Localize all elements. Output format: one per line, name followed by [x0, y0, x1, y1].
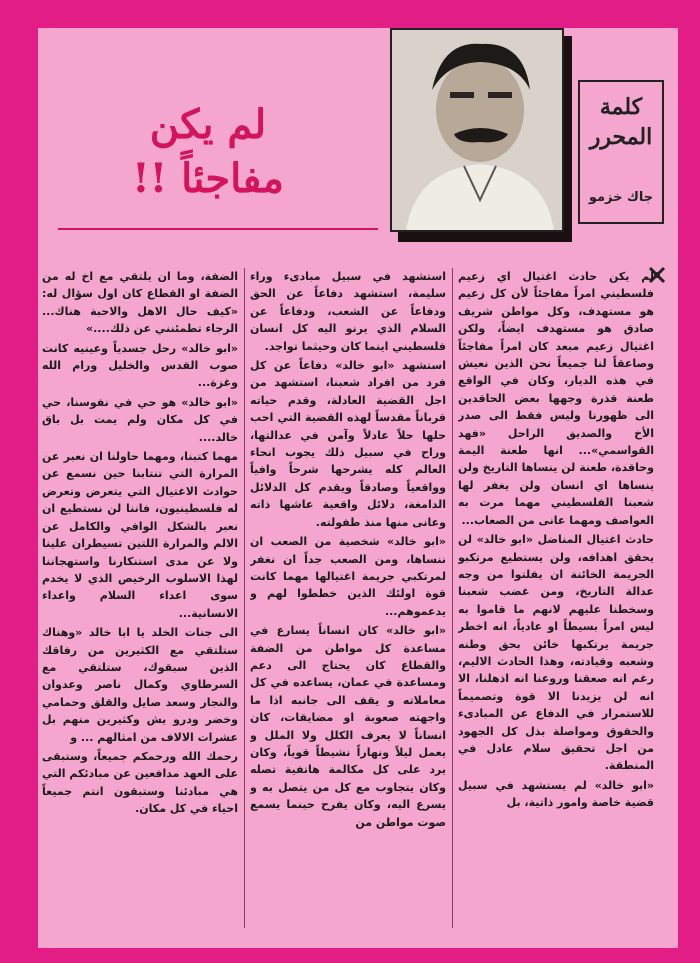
- author-portrait-photo: [390, 28, 564, 232]
- paragraph: «ابو خالد» هو حي في نفوسنا، حي في كل مكان ولم يمت بل باق خالد....: [42, 395, 238, 444]
- paragraph: «ابو خالد» كان انساناً يسارع في مساعدة كل مواطن من الضفة والقطاع كان يحتاج الى دعم ومساعدة في عمان، يساعده في كل معاملاته و يقف الى جانبه اذا ما واجهته صعوبة او مضايقات، كان انساناً لا يعرف الكلل ولا الملل و يعمل ليلاً ونهاراً نشيطاً قوياً، وكان يرد على كل مكالمة هاتفية تصله وكان يتجاوب مع كل من يتصل به و يسرع اليه، وكان يفرح حينما يسمع صوت مواطن من: [250, 624, 446, 829]
- paragraph: رحمك الله ورحمكم جميعاً، وستبقى على العهد مدافعين عن مبادئكم التي هي مبادئنا وستبقون انتم جميعاً احياء في كل مكان.: [42, 749, 238, 816]
- section-title-line1: كلمة: [599, 94, 643, 120]
- paragraph: حادث اغتيال المناضل «ابو خالد» لن يحقق اهدافه، ولن يستطيع مرتكبو الجريمة الخائنة ان يفلتوا من وجه عدالة التاريخ، ومن غضب شعبنا وسخطنا عليهم لانهم ما قاموا به ليس امراً بسيطاً او عادياً، انه اخطر جريمة يرتكبها خائن بحق وطنه وشعبه وقيادته، وهذا الحادث الاليم، رغم انه صعقنا وروعنا انه اذهلنا، الا انه لن يزيدنا الا قوة وتصميماً للاستمرار في الدفاع عن المبادىء والحقوق ومواصلة بذل كل الجهود من اجل تحقيق سلام عادل في المنطقة.: [458, 533, 654, 773]
- article-headline: [58, 98, 358, 206]
- paragraph: لم يكن حادث اغتيال اي زعيم فلسطيني امراً مفاجئاً لأن كل زعيم هو مستهدف، وكل مواطن شريف صادق هو مستهدف ايضاً، ولكن اغتيال زعيم مبعد كان امراً مفاجئاً وصاعقاً لنا جميعاً نحن الذين نعيش في هذه الديار، وكان في الواقع طعنة قذرة وجهها بعض الحاقدين الى ظهورنا وليس فقط الى صدر الأخ والصديق الراحل «فهد القواسمي»... انها طعنة اليمة وحاقدة، طعنة لن ينساها التاريخ ولن ينساها اي انسان ولن يغفر لها شعبنا الفلسطيني مهما مرت به العواصف ومهما عانى من الصعاب...: [458, 270, 654, 527]
- paragraph: استشهد «ابو خالد» دفاعاً عن كل فرد من افراد شعبنا، استشهد من اجل القضية العادلة، وقدم حياته قرباناً مقدساً لهذه القضية التي احب حلها حلاً عادلاً وآمن في عدالتها، وراح في سبيل ذلك يجوب انحاء العالم كله يشرحها شرحاً وافياً وواقعياً وصادقاً ويقدم كل الدلائل الدامغة، دلائل واقعية عاشها ذاته وعانى منها منذ طفولته.: [250, 359, 446, 529]
- headline-divider: [58, 228, 378, 230]
- paragraph: الى جنات الخلد يا ابا خالد «وهناك ستلتقي مع الكثيرين من رفاقك الذين سبقوك، ستلتقي مع السرطاوي وكمال ناصر وعدوان والنجار وسعد صايل والقلق وحمامي وخضر ودرو يش وكثيرين منهم بل عشرات الالاف من امثالهم ... و: [42, 626, 238, 744]
- headline-line2: مفاجئاً !!: [132, 155, 284, 202]
- column-divider: [452, 268, 453, 928]
- text-column-right: [458, 268, 654, 928]
- text-column-left: [42, 268, 238, 928]
- paragraph: الضفة، وما ان يلتقي مع اخ له من الضفة او القطاع كان اول سؤال له: «كيف حال الاهل والاحبة هناك... الرجاء تطمئنني عن ذلك....»: [42, 270, 238, 336]
- section-title: [580, 92, 662, 152]
- paragraph: استشهد في سبيل مبادىء وراء سليمة، استشهد دفاعاً عن الحق ودفاعاً عن الشعب، ودفاعاً عن السلام الذي يرنو اليه كل انسان فلسطيني اينما كان وحيثما تواجد.: [250, 270, 446, 353]
- magazine-page: [38, 28, 678, 948]
- editor-column-label-box: [578, 80, 664, 224]
- author-name: جاك خزمو: [588, 190, 654, 205]
- paragraph: «ابو خالد» لم يستشهد في سبيل قضية خاصة وامور ذاتية، بل: [458, 778, 654, 810]
- paragraph: مهما كتبنا، ومهما حاولنا ان نعبر عن المرارة التي تنتابنا حين نسمع عن حوادث الاغتيال التي يتعرض وتعرض له فلسطينيون، فاننا لن نستطيع ان نعبر بالشكل الوافي والكامل عن الالم والمرارة اللتين تسيطران علينا ولا عن مدى استنكارنا واستهجاننا لهذا الاسلوب الرخيص الذي لا يخدم سوى اعداء السلام واعداء الانسانية...: [42, 450, 238, 620]
- paragraph: «ابو خالد» رحل جسدياً وعينيه كانت صوب القدس والخليل ورام الله وغزة...: [42, 341, 238, 390]
- column-divider: [244, 268, 245, 928]
- paragraph: «ابو خالد» شخصية من الصعب ان ننساها، ومن الصعب جداً ان نغفر لمرتكبي جريمة اغتيالها مهما كانت قوة اولئك الذين خططوا لهم و يدعموهم...: [250, 535, 446, 618]
- section-title-line2: المحرر: [589, 124, 653, 150]
- headline-line1: لم يكن: [149, 101, 267, 148]
- text-column-middle: [250, 268, 446, 928]
